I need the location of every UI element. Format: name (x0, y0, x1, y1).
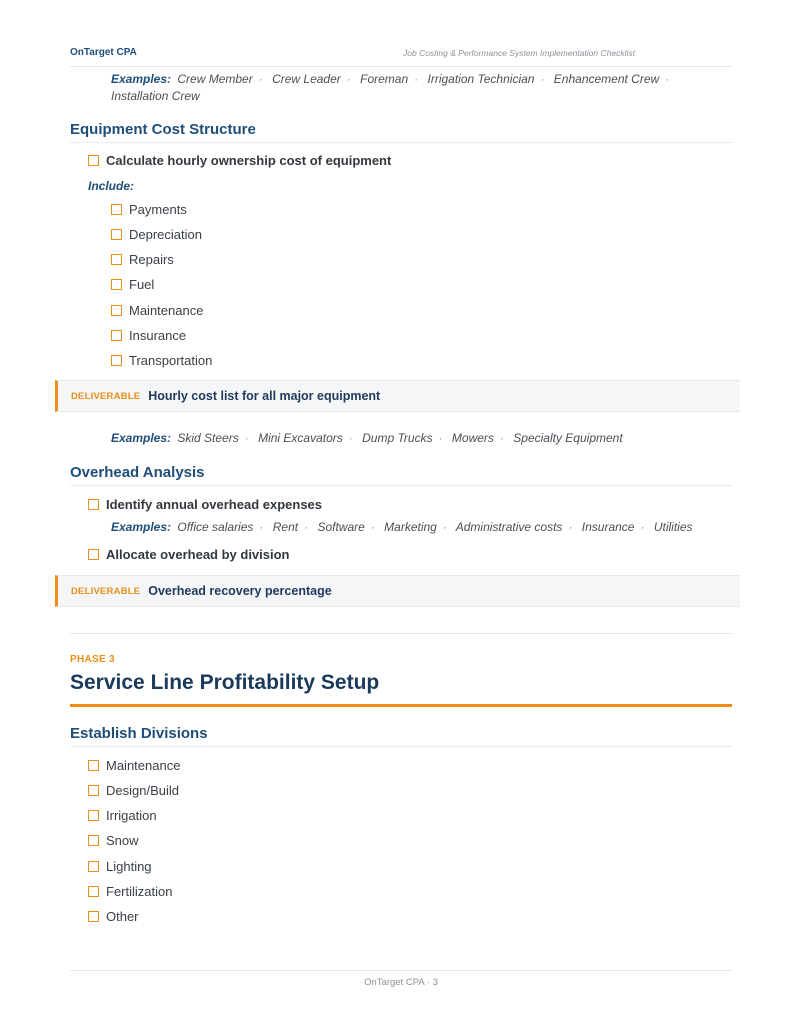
checklist-item-overhead-expenses[interactable] (88, 497, 322, 512)
checkbox-icon[interactable] (88, 499, 99, 510)
example-item: Utilities (653, 520, 693, 534)
checklist-item-label: Lighting (106, 859, 152, 874)
checkbox-icon[interactable] (88, 155, 99, 166)
example-item: Administrative costs (455, 520, 563, 534)
phase-label: PHASE 3 (70, 654, 115, 665)
checklist-item-division-lighting[interactable] (88, 859, 152, 874)
checklist-item-division-maintenance[interactable] (88, 758, 180, 773)
example-item: Rent (272, 520, 299, 534)
example-item: Crew Leader (272, 72, 341, 86)
phase-underline (70, 704, 732, 707)
deliverable-callout-overhead (55, 575, 740, 607)
checkbox-icon[interactable] (88, 835, 99, 846)
section-heading-overhead: Overhead Analysis (70, 464, 732, 486)
checklist-item-division-irrigation[interactable] (88, 808, 157, 823)
checkbox-icon[interactable] (111, 330, 122, 341)
example-item: Crew Member (177, 72, 253, 86)
checklist-item-label: Transportation (129, 353, 213, 368)
example-item: Foreman (360, 72, 409, 86)
checklist-item-label: Design/Build (106, 783, 179, 798)
checklist-item-label: Other (106, 909, 139, 924)
checklist-item-label: Fuel (129, 277, 155, 292)
checkbox-icon[interactable] (111, 305, 122, 316)
checkbox-icon[interactable] (111, 254, 122, 265)
overhead-examples: Examples: Office salaries · Rent · Software · Marketing · Administrative costs · Insurance · Utilities (111, 520, 693, 534)
section-divider (70, 633, 732, 634)
checklist-item-division-snow[interactable] (88, 833, 139, 848)
checklist-item-equipment-cost[interactable] (88, 153, 391, 168)
checklist-item-depreciation[interactable] (111, 227, 202, 242)
checklist-item-payments[interactable] (111, 202, 187, 217)
checkbox-icon[interactable] (88, 886, 99, 897)
deliverable-tag: DELIVERABLE (71, 390, 141, 402)
checklist-item-maintenance[interactable] (111, 303, 203, 318)
checklist-item-label: Allocate overhead by division (106, 547, 290, 562)
page-header (70, 47, 732, 67)
checklist-item-transportation[interactable] (111, 353, 212, 368)
checklist-item-label: Irrigation (106, 808, 157, 823)
footer-text: OnTarget CPA · 3 (364, 977, 438, 988)
deliverable-callout-equipment (55, 380, 740, 412)
checkbox-icon[interactable] (88, 810, 99, 821)
checklist-item-label: Maintenance (106, 758, 181, 773)
page-footer (70, 970, 732, 988)
equipment-examples: Examples: Skid Steers · Mini Excavators · Dump Trucks · Mowers · Specialty Equipment (111, 431, 623, 445)
checklist-item-label: Identify annual overhead expenses (106, 497, 323, 512)
checkbox-icon[interactable] (88, 911, 99, 922)
checklist-item-division-other[interactable] (88, 909, 139, 924)
example-item: Irrigation Technician (427, 72, 535, 86)
example-item: Office salaries (177, 520, 254, 534)
checklist-item-allocate-overhead[interactable] (88, 547, 290, 562)
checklist-item-label: Repairs (129, 252, 174, 267)
checklist-item-label: Depreciation (129, 227, 202, 242)
phase-title: Service Line Profitability Setup (70, 671, 380, 694)
checkbox-icon[interactable] (88, 549, 99, 560)
example-item: Specialty Equipment (513, 431, 623, 445)
example-item: Mowers (451, 431, 494, 445)
checklist-item-division-fertilization[interactable] (88, 884, 172, 899)
checklist-item-label: Insurance (129, 328, 187, 343)
checklist-item-fuel[interactable] (111, 277, 154, 292)
example-item: Installation Crew (111, 89, 200, 103)
checklist-item-label: Payments (129, 202, 187, 217)
checklist-item-label: Maintenance (129, 303, 204, 318)
deliverable-tag: DELIVERABLE (71, 585, 141, 597)
example-item: Mini Excavators (258, 431, 343, 445)
checklist-item-label: Calculate hourly ownership cost of equipment (106, 153, 392, 168)
checkbox-icon[interactable] (111, 355, 122, 366)
example-item: Skid Steers (177, 431, 239, 445)
checkbox-icon[interactable] (111, 229, 122, 240)
example-item: Marketing (384, 520, 437, 534)
include-label: Include: (88, 179, 135, 193)
deliverable-text: Overhead recovery percentage (148, 584, 332, 598)
example-item: Insurance (581, 520, 635, 534)
example-item: Enhancement Crew (553, 72, 660, 86)
checklist-item-repairs[interactable] (111, 252, 174, 267)
checklist-item-label: Fertilization (106, 884, 173, 899)
checkbox-icon[interactable] (88, 861, 99, 872)
example-item: Software (317, 520, 365, 534)
checklist-item-label: Snow (106, 833, 139, 848)
checklist-item-insurance[interactable] (111, 328, 186, 343)
checkbox-icon[interactable] (88, 785, 99, 796)
deliverable-text: Hourly cost list for all major equipment (148, 389, 381, 403)
document-title: Job Costing & Performance System Implementation Checklist (403, 48, 635, 58)
examples-label: Examples: (111, 72, 172, 86)
checklist-item-division-design-build[interactable] (88, 783, 179, 798)
example-item: Dump Trucks (362, 431, 433, 445)
section-heading-equipment: Equipment Cost Structure (70, 121, 732, 143)
checkbox-icon[interactable] (88, 760, 99, 771)
brand-name: OnTarget CPA (70, 47, 137, 58)
checkbox-icon[interactable] (111, 279, 122, 290)
section-heading-divisions: Establish Divisions (70, 725, 732, 747)
examples-label: Examples: (111, 520, 172, 534)
labor-examples: Examples: Crew Member · Crew Leader · Foreman · Irrigation Technician · Enhancement Crew · Installation Crew (111, 72, 670, 103)
checkbox-icon[interactable] (111, 204, 122, 215)
examples-label: Examples: (111, 431, 172, 445)
